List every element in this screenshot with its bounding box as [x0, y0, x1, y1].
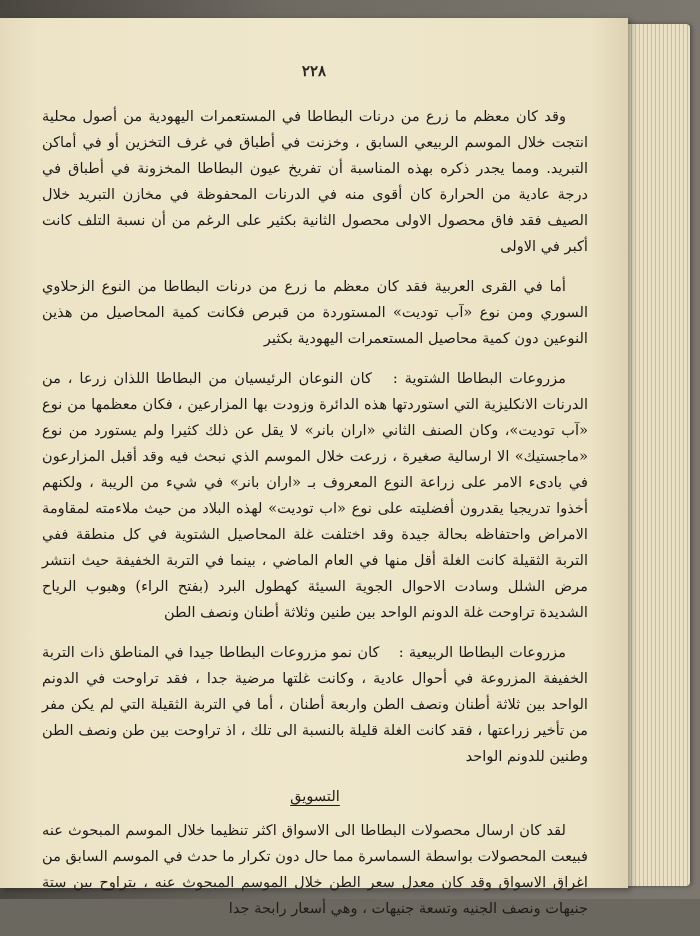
paragraph-winter-potatoes	[42, 366, 588, 626]
winter-potatoes-text: كان النوعان الرئيسيان من البطاطا اللذان زرعا ، من الدرنات الانكليزية التي استوردتها هذه الدائرة وزودت بها المزارعين ، فكان معظمها من نوع «آب توديت»، وكان الصنف الثاني «اران بانر» لا يقل عن ذلك كثيرا ولم يستورد من نوع «ماجستيك» الا ارسالية صغيرة ، زرعت خلال الموسم الذي نبحث فيه وقد أقبل المزارعون في بادىء الامر على زراعة النوع المعروف بـ «اران بانر» في شيء من الريبة ، ولكنهم أخذوا تدريجيا يقدرون أفضليته على نوع «اب توديت» لهذه البلاد من حيث ملاءمته لمقاومة الامراض واحتفاظه بحالة جيدة وقد اختلفت غلة المحاصيل الشتوية في كل منطقة ففي التربة الثقيلة كانت الغلة أقل منها في العام الماضي ، بينما في التربة الخفيفة حيث انتشر مرض الشلل وسادت الاحوال الجوية السيئة كهطول البرد (بفتح الراء) وهبوب الرياح الشديدة تراوحت غلة الدونم الواحد بين طنين وثلاثة أطنان ونصف الطن	[42, 370, 588, 621]
spring-potatoes-heading: مزروعات البطاطا الربيعية :	[398, 644, 566, 661]
page-body	[42, 104, 588, 936]
paragraph-stored-seed: وقد كان معظم ما زرع من درنات البطاطا في المستعمرات اليهودية من أصول محلية انتجت خلال الموسم الربيعي السابق ، وخزنت في أطباق في غرف التخزين أو في أماكن التبريد. ومما يجدر ذكره بهذه المناسبة أن تفريخ عيون البطاطا المخزونة في أطباق في درجة عادية من الحرارة كان أقوى منه في الدرنات المحفوظة في مخازن التبريد خلال الصيف فقد فاق محصول الاولى محصول الثانية بكثير على الرغم من أن نسبة التلف كانت أكبر في الاولى	[42, 108, 588, 255]
winter-potatoes-heading: مزروعات البطاطا الشتوية :	[392, 370, 566, 387]
paragraph-marketing: لقد كان ارسال محصولات البطاطا الى الاسواق اكثر تنظيما خلال الموسم المبحوث عنه فبيعت المحصولات بواسطة السماسرة مما حال دون تكرار ما حدث في الموسم السابق من اغراق الاسواق وقد كان معدل سعر الطن خلال الموسم المبحوث عنه ، يتراوح بين ستة جنيهات ونصف الجنيه وتسعة جنيهات ، وهي أسعار رابحة جدا	[42, 822, 588, 917]
marketing-title: التسويق	[290, 788, 340, 805]
paragraph-spring-potatoes	[42, 640, 588, 770]
paragraph-arab-villages: أما في القرى العربية فقد كان معظم ما زرع من درنات البطاطا من النوع الزحلاوي السوري ومن نوع «آب توديت» المستوردة من قبرص فكانت كمية المحاصيل من هذين النوعين دون كمية محاصيل المستعمرات اليهودية بكثير	[42, 278, 588, 347]
book-page	[0, 18, 628, 917]
spring-potatoes-text: كان نمو مزروعات البطاطا جيدا في المناطق ذات التربة الخفيفة المزروعة في أحوال عادية ، وكانت غلتها مرضية جدا ، فقد تراوحت في الدونم الواحد بين ثلاثة أطنان ونصف الطن واربعة أطنان ، أما في التربة الثقيلة التي لم يكن مفر من تأخير زراعتها ، فقد كانت الغلة قليلة بالنسبة الى تلك ، اذ تراوحت بين طن ونصف الطن وطنين للدونم الواحد	[42, 644, 588, 765]
page-number: ٢٢٨	[301, 62, 327, 80]
page-edges	[620, 24, 690, 886]
